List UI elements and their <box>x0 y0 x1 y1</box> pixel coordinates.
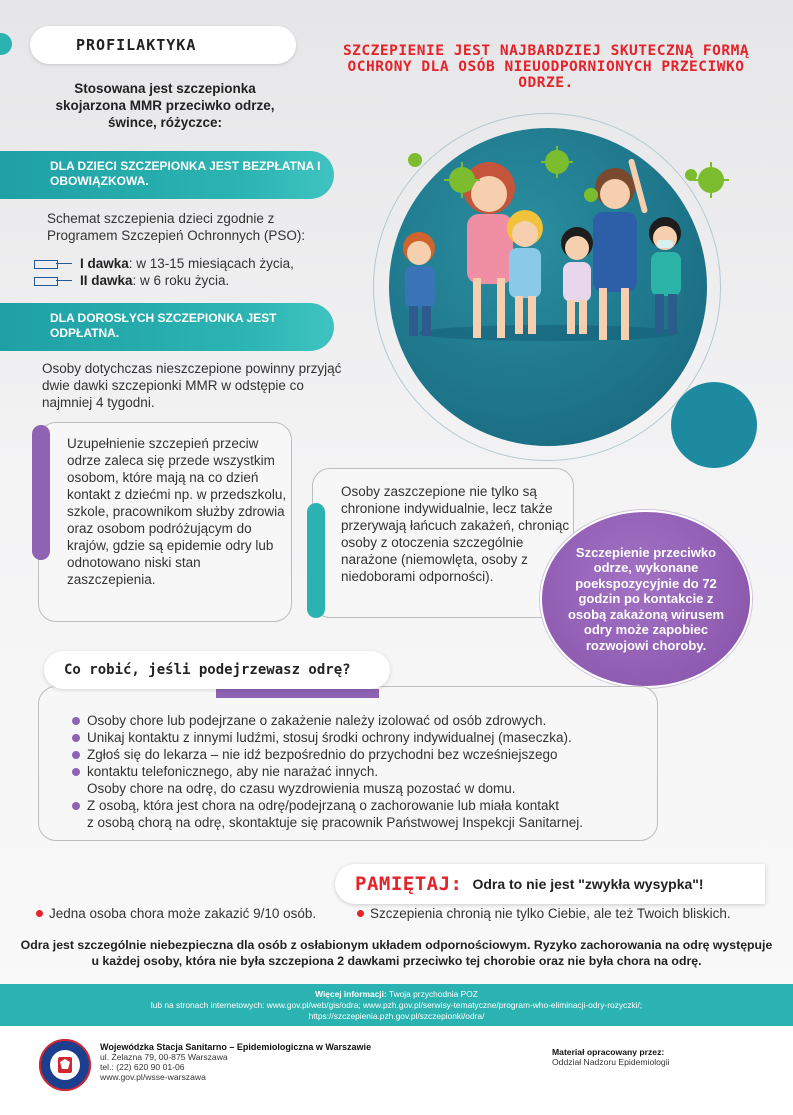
question-list-item <box>72 729 652 746</box>
question-list <box>72 712 652 831</box>
more-info-link-pzh[interactable]: https://szczepienia.pzh.gov.pl/szczepionki/odra/ <box>308 1011 485 1021</box>
remember-subtitle: Odra to nie jest "zwykła wysypka"! <box>472 876 704 892</box>
question-underline <box>216 689 379 698</box>
question-list-item <box>72 780 652 797</box>
headline: SZCZEPIENIE JEST NAJBARDZIEJ SKUTECZNĄ FORMĄ OCHRONY DLA OSÓB NIEUODPORNIONYCH PRZECIWKO ODRZE. <box>342 43 750 91</box>
info-card-left-text: Uzupełnienie szczepień przeciw odrze zaleca się przede wszystkim osobom, które mają na co dzień kontakt z dziećmi np. w przedszkolu, szkole, pracownikom służby zdrowia oraz osobom podróżującym do krajów, gdzie są epidemie odry lub odnotowano niski stan zaszczepienia. <box>67 436 287 587</box>
adults-text: Osoby dotychczas nieszczepione powinny przyjąć dwie dawki szczepionki MMR w odstępie co najmniej 4 tygodni. <box>42 361 342 410</box>
bullet-icon <box>72 768 80 776</box>
fact-1 <box>36 906 316 921</box>
info-card-middle-text: Osoby zaszczepione nie tylko są chronione indywidualnie, lecz także przerywają łańcuch zakażeń, chroniąc osoby z otoczenia szczególnie narażone (niemowlęta, osoby z niedoborami odporności). <box>341 484 570 584</box>
more-info-label: Więcej informacji: <box>315 989 387 999</box>
institution-website[interactable]: www.gov.pl/wsse-warszawa <box>100 1072 206 1082</box>
prepared-by-block <box>552 1047 670 1067</box>
question-list-item-text: Unikaj kontaktu z innymi ludźmi, stosuj środki ochrony indywidualnej (maseczka). <box>87 730 572 745</box>
sanitary-inspection-emblem <box>38 1038 92 1092</box>
dose-2-label: II dawka <box>80 273 133 288</box>
more-info-label-text: Twoja przychodnia POZ <box>386 989 478 999</box>
section-title: PROFILAKTYKA <box>76 36 197 54</box>
question-list-item <box>72 746 652 763</box>
section-title-pill <box>30 26 296 64</box>
question-list-item-text: Z osobą, która jest chora na odrę/podejrzaną o zachorowanie lub miała kontakt <box>87 798 560 813</box>
bullet-icon <box>36 910 43 917</box>
intro-text: Stosowana jest szczepionka skojarzona MMR przeciwko odrze, śwince, różyczce: <box>55 81 275 130</box>
bullet-icon <box>357 910 364 917</box>
schedule-text: Schemat szczepienia dzieci zgodnie z Programem Szczepień Ochronnych (PSO): <box>47 211 306 243</box>
question-list-item <box>72 763 652 780</box>
bullet-icon <box>72 751 80 759</box>
institution-block <box>100 1042 371 1082</box>
more-info-band <box>0 984 793 1026</box>
virus-icons <box>395 140 755 230</box>
bullet-icon <box>72 802 80 810</box>
postexposure-circle <box>540 510 752 688</box>
more-info-links[interactable]: lub na stronach internetowych: www.gov.pl/web/gis/odra; www.pzh.gov.pl/serwisy-tematyczne/program-who-eliminacji-odry-rozyczki/; <box>150 1000 643 1010</box>
question-list-item <box>72 712 652 729</box>
dose-2-text: : w 6 roku życia. <box>132 273 230 288</box>
syringe-icon <box>34 276 74 286</box>
question-list-item-text: Osoby chore lub podejrzane o zakażenie należy izolować od osób zdrowych. <box>87 713 547 728</box>
decorative-dot <box>0 33 12 55</box>
remember-title: PAMIĘTAJ: <box>355 873 463 895</box>
postexposure-text: Szczepienie przeciwko odrze, wykonane poekspozycyjnie do 72 godzin po kontakcie z osobą zakażoną wirusem odry może zapobiec rozwojowi choroby. <box>567 544 725 653</box>
info-card-middle <box>312 468 574 618</box>
institution-address: ul. Żelazna 79, 00-875 Warszawa <box>100 1052 228 1062</box>
remember-pill <box>335 864 765 904</box>
fact-2 <box>357 906 731 921</box>
question-title: Co robić, jeśli podejrzewasz odrę? <box>64 662 351 678</box>
card-accent-bar <box>32 425 50 560</box>
question-list-item-text: kontaktu telefonicznego, aby nie narażać innych. <box>87 764 379 779</box>
warning-text: Odra jest szczególnie niebezpieczna dla osób z osłabionym układem odpornościowym. Ryzyko zachorowania na odrę występuje u każdej osoby, która nie była szczepiona 2 dawkami przeciwko tej chorobie oraz nie była chora na odrę. <box>20 938 773 968</box>
dose-1 <box>34 256 294 271</box>
institution-phone: tel.: (22) 620 90 01-06 <box>100 1062 185 1072</box>
prepared-by-label: Materiał opracowany przez: <box>552 1047 665 1057</box>
question-list-item <box>72 797 652 814</box>
question-list-item-text: Zgłoś się do lekarza – nie idź bezpośrednio do przychodni bez wcześniejszego <box>87 747 558 762</box>
card-accent-bar <box>307 503 325 618</box>
question-list-item-text: Osoby chore na odrę, do czasu wyzdrowienia muszą pozostać w domu. <box>87 781 516 796</box>
question-list-item <box>72 814 652 831</box>
bullet-icon <box>72 734 80 742</box>
institution-name: Wojewódzka Stacja Sanitarno – Epidemiologiczna w Warszawie <box>100 1042 372 1052</box>
fact-1-text: Jedna osoba chora może zakazić 9/10 osób. <box>49 906 317 921</box>
question-list-item-text: z osobą chorą na odrę, skontaktuje się pracownik Państwowej Inspekcji Sanitarnej. <box>87 815 584 830</box>
dose-1-label: I dawka <box>80 256 129 271</box>
fact-2-text: Szczepienia chronią nie tylko Ciebie, ale też Twoich bliskich. <box>370 906 731 921</box>
adults-banner: DLA DOROSŁYCH SZCZEPIONKA JEST ODPŁATNA. <box>0 303 334 351</box>
bullet-icon <box>72 717 80 725</box>
kids-banner: DLA DZIECI SZCZEPIONKA JEST BEZPŁATNA I OBOWIĄZKOWA. <box>0 151 334 199</box>
syringe-icon <box>34 259 74 269</box>
dose-1-text: : w 13-15 miesiącach życia, <box>128 256 294 271</box>
prepared-by-name: Oddział Nadzoru Epidemiologii <box>552 1057 670 1067</box>
info-card-left <box>38 422 292 622</box>
question-title-pill <box>44 651 390 689</box>
dose-2 <box>34 273 229 288</box>
